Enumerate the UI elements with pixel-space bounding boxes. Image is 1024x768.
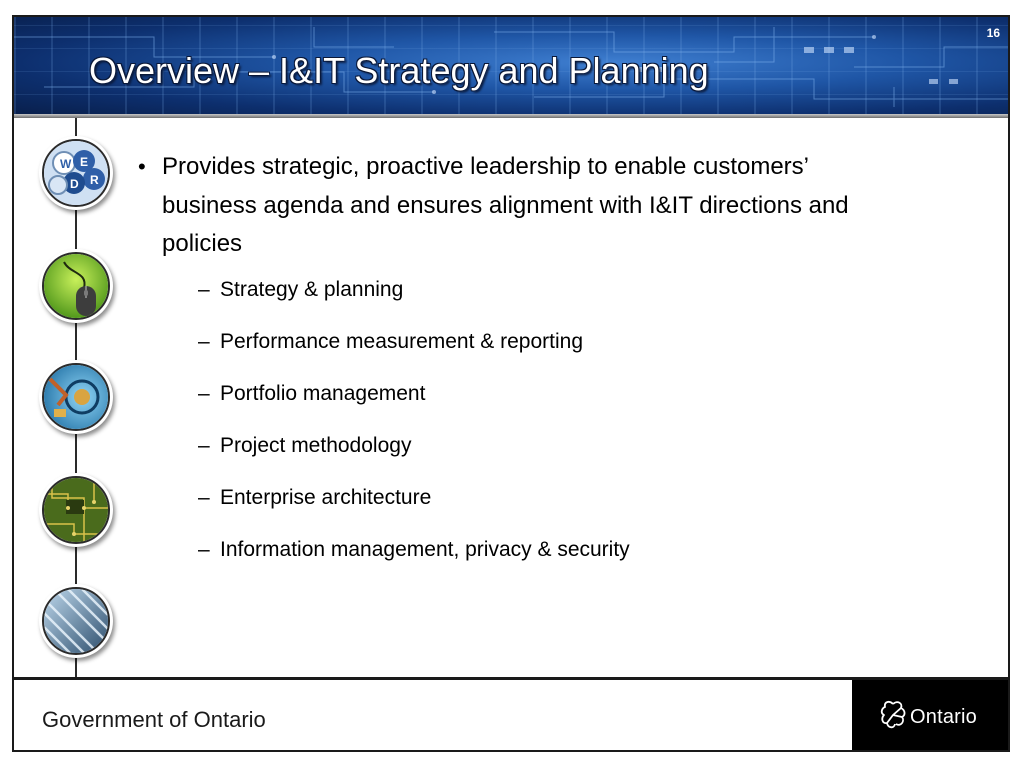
- dash-marker: –: [198, 381, 210, 405]
- sub-bullet-text: Performance measurement & reporting: [220, 329, 583, 353]
- circuit-board-image: [39, 473, 113, 547]
- sub-bullet-text: Portfolio management: [220, 381, 426, 405]
- circuit-machinery-icon: [44, 365, 108, 429]
- sub-bullet-list: [138, 277, 858, 563]
- footer-organization: Government of Ontario: [42, 707, 266, 732]
- slide: [12, 15, 1010, 752]
- logo-text: Ontario: [910, 706, 977, 728]
- dash-marker: –: [198, 277, 210, 301]
- fiber-optic-cables-icon: [44, 589, 108, 653]
- page-number: 16: [986, 26, 1000, 40]
- header-banner: [14, 17, 1008, 118]
- dash-marker: –: [198, 485, 210, 509]
- circuit-board-icon: [44, 478, 108, 542]
- sub-bullet-item: [138, 381, 858, 407]
- content-area: [138, 148, 858, 589]
- sub-bullet-item: [138, 433, 858, 459]
- computer-mouse-icon: [44, 254, 108, 318]
- computer-mouse-image: [39, 249, 113, 323]
- dash-marker: –: [198, 433, 210, 457]
- header-divider: [14, 114, 1008, 118]
- sub-bullet-item: [138, 485, 858, 511]
- sub-bullet-text: Project methodology: [220, 433, 412, 457]
- sub-bullet-text: Information management, privacy & security: [220, 537, 630, 561]
- slide-title: Overview – I&IT Strategy and Planning: [89, 50, 709, 91]
- main-bullet-text: Provides strategic, proactive leadership to enable customers’ business agenda and ensures alignment with I&IT directions and policies: [162, 153, 849, 257]
- svg-text:R: R: [90, 173, 99, 187]
- svg-text:E: E: [80, 155, 89, 169]
- dash-marker: –: [198, 537, 210, 561]
- svg-text:W: W: [60, 157, 72, 171]
- svg-text:D: D: [70, 177, 79, 191]
- ontario-logo: [852, 680, 1008, 752]
- sub-bullet-item: [138, 329, 858, 355]
- main-bullet: [138, 148, 858, 264]
- bullet-marker: •: [138, 154, 146, 179]
- trillium-icon: [876, 698, 910, 732]
- sub-bullet-text: Enterprise architecture: [220, 485, 432, 509]
- keyboard-keys-image: [39, 136, 113, 210]
- fiber-optic-image: [39, 584, 113, 658]
- sub-bullet-text: Strategy & planning: [220, 277, 404, 301]
- dash-marker: –: [198, 329, 210, 353]
- keyboard-keys-icon: [44, 141, 108, 205]
- sub-bullet-item: [138, 537, 858, 563]
- sub-bullet-item: [138, 277, 858, 303]
- circuit-machinery-image: [39, 360, 113, 434]
